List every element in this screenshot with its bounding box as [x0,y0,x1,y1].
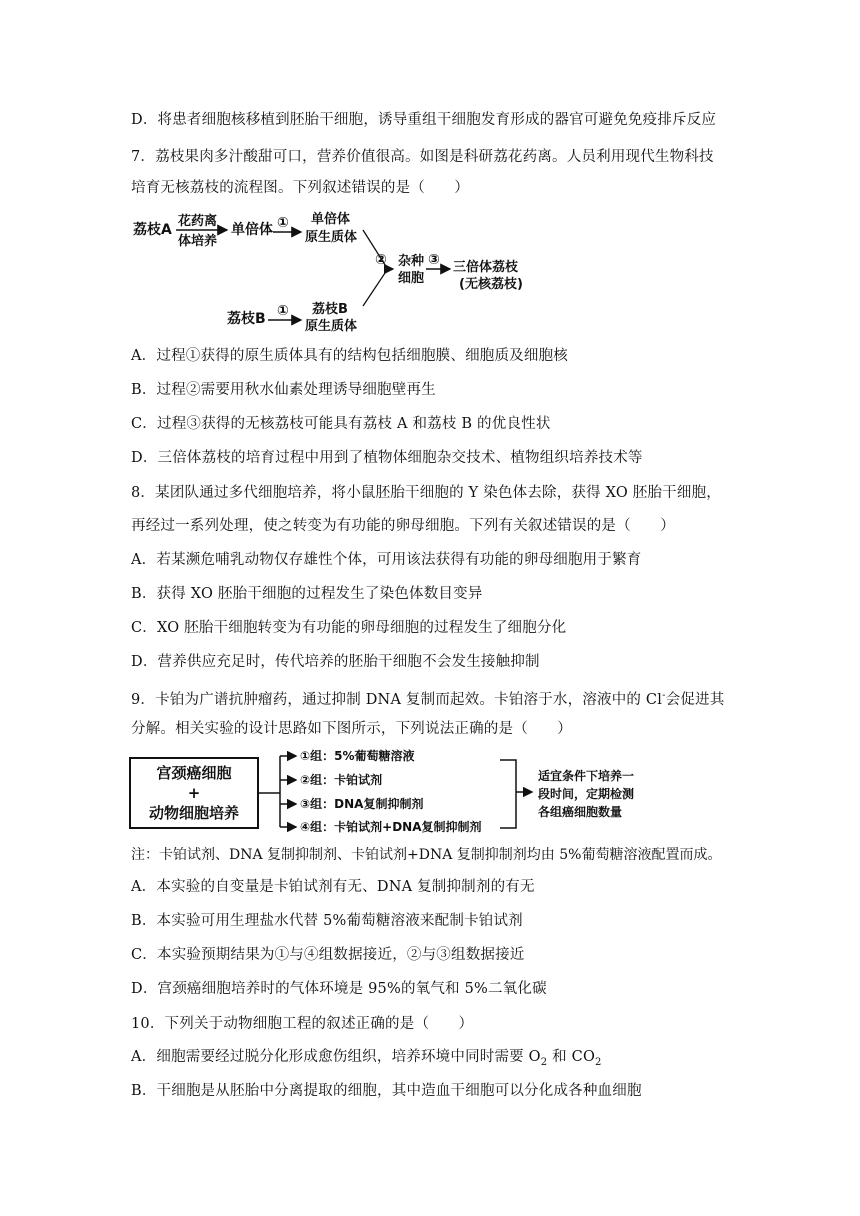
q10-option-a [131,1047,602,1073]
group1-label: ①组：5%葡萄糖溶液 [300,749,415,763]
q9-stem-line2: 分解。相关实验的设计思路如下图所示，下列说法正确的是（ ） [131,721,572,737]
box-line3: 动物细胞培养 [148,804,240,822]
q6-option-d: D．将患者细胞核移植到胚胎干细胞，诱导重组干细胞发育形成的器官可避免免疫排斥反应 [131,112,717,128]
q9-experiment-diagram [128,748,648,834]
haploid-proto-line2: 原生质体 [305,230,358,245]
step1a-label: ① [277,215,289,231]
q10-option-b: B．干细胞是从胚胎中分离提取的细胞，其中造血干细胞可以分化成各种血细胞 [131,1083,642,1099]
lizhi-a-label: 荔枝A [133,222,172,238]
hybrid-line2: 细胞 [398,271,425,286]
q9-stem-text-b: 会促进其 [665,691,725,708]
q9-option-a: A．本实验的自变量是卡铂试剂有无、DNA 复制抑制剂的有无 [131,879,535,895]
q8-stem-line2: 再经过一系列处理，使之转变为有功能的卵母细胞。下列有关叙述错误的是（ ） [131,518,675,534]
result-line1: 适宜条件下培养一 [538,769,635,783]
group2-label: ②组：卡铂试剂 [300,773,383,787]
haploid-proto-line1: 单倍体 [311,212,351,227]
q9-option-d: D．宫颈癌细胞培养时的气体环境是 95%的氧气和 5%二氧化碳 [131,981,547,997]
lizhi-b-label: 荔枝B [227,311,266,327]
q8-option-a: A．若某濒危哺乳动物仅存雄性个体，可用该法获得有功能的卵母细胞用于繁育 [131,552,642,568]
q8-stem-line1: 8．某团队通过多代细胞培养，将小鼠胚胎干细胞的 Y 染色体去除，获得 XO 胚胎干细胞， [131,485,721,501]
q9-option-b: B．本实验可用生理盐水代替 5%葡萄糖溶液来配制卡铂试剂 [131,913,523,929]
q7-option-c: C．过程③获得的无核荔枝可能具有荔枝 A 和荔枝 B 的优良性状 [131,416,551,432]
q9-note: 注：卡铂试剂、DNA 复制抑制剂、卡铂试剂+DNA 复制抑制剂均由 5%葡萄糖溶液配置而成。 [131,847,722,863]
q8-option-c: C．XO 胚胎干细胞转变为有功能的卵母细胞的过程发生了细胞分化 [131,620,567,636]
q8-option-b: B．获得 XO 胚胎干细胞的过程发生了染色体数目变异 [131,586,483,602]
q9-stem-text-a: 9．卡铂为广谱抗肿瘤药，通过抑制 DNA 复制而起效。卡铂溶于水，溶液中的 Cl [131,691,663,708]
group3-label: ③组：DNA复制抑制剂 [300,797,424,811]
group4-label: ④组：卡铂试剂+DNA复制抑制剂 [300,820,482,834]
q7-option-b: B．过程②需要用秋水仙素处理诱导细胞壁再生 [131,382,436,398]
step1b-label: ① [277,303,289,319]
result-line2: 段时间，定期检测 [538,787,635,801]
arrow1-bottom-label: 体培养 [178,234,218,249]
q7-option-d: D．三倍体荔枝的培育过程中用到了植物体细胞杂交技术、植物组织培养技术等 [131,450,643,466]
o2-subscript: 2 [540,1056,548,1068]
step3-label: ③ [428,252,440,268]
hybrid-line1: 杂种 [398,254,425,269]
box-line1: 宫颈癌细胞 [156,764,232,782]
b-proto-line1: 荔枝B [312,302,348,317]
triploid-line2: (无核荔枝) [459,277,523,292]
q10-stem: 10．下列关于动物细胞工程的叙述正确的是（ ） [131,1016,474,1032]
q8-option-d: D．营养供应充足时，传代培养的胚胎干细胞不会发生接触抑制 [131,654,540,670]
co2-subscript: 2 [595,1056,602,1068]
b-proto-line2: 原生质体 [305,319,358,334]
q7-option-a: A．过程①获得的原生质体具有的结构包括细胞膜、细胞质及细胞核 [131,348,568,364]
triploid-line1: 三倍体荔枝 [453,260,519,275]
q7-flow-diagram [125,208,545,336]
step2-label: ② [375,252,387,268]
q9-stem-line1 [131,686,724,710]
q10-option-a-text-2: 和 CO [547,1049,596,1065]
result-line3: 各组癌细胞数量 [538,805,623,819]
chloride-superscript: - [662,690,666,701]
haploid-label: 单倍体 [231,222,273,238]
q7-stem-line1: 7．荔枝果肉多汁酸甜可口，营养价值很高。如图是科研荔花药离。人员利用现代生物科技 [131,149,714,165]
box-line2: + [187,784,201,802]
q10-option-a-text-1: A．细胞需要经过脱分化形成愈伤组织，培养环境中同时需要 O [131,1049,541,1065]
arrow1-top-label: 花药离 [178,214,218,229]
q9-option-c: C．本实验预期结果为①与④组数据接近，②与③组数据接近 [131,947,525,963]
q7-stem-line2: 培育无核荔枝的流程图。下列叙述错误的是（ ） [131,180,470,196]
